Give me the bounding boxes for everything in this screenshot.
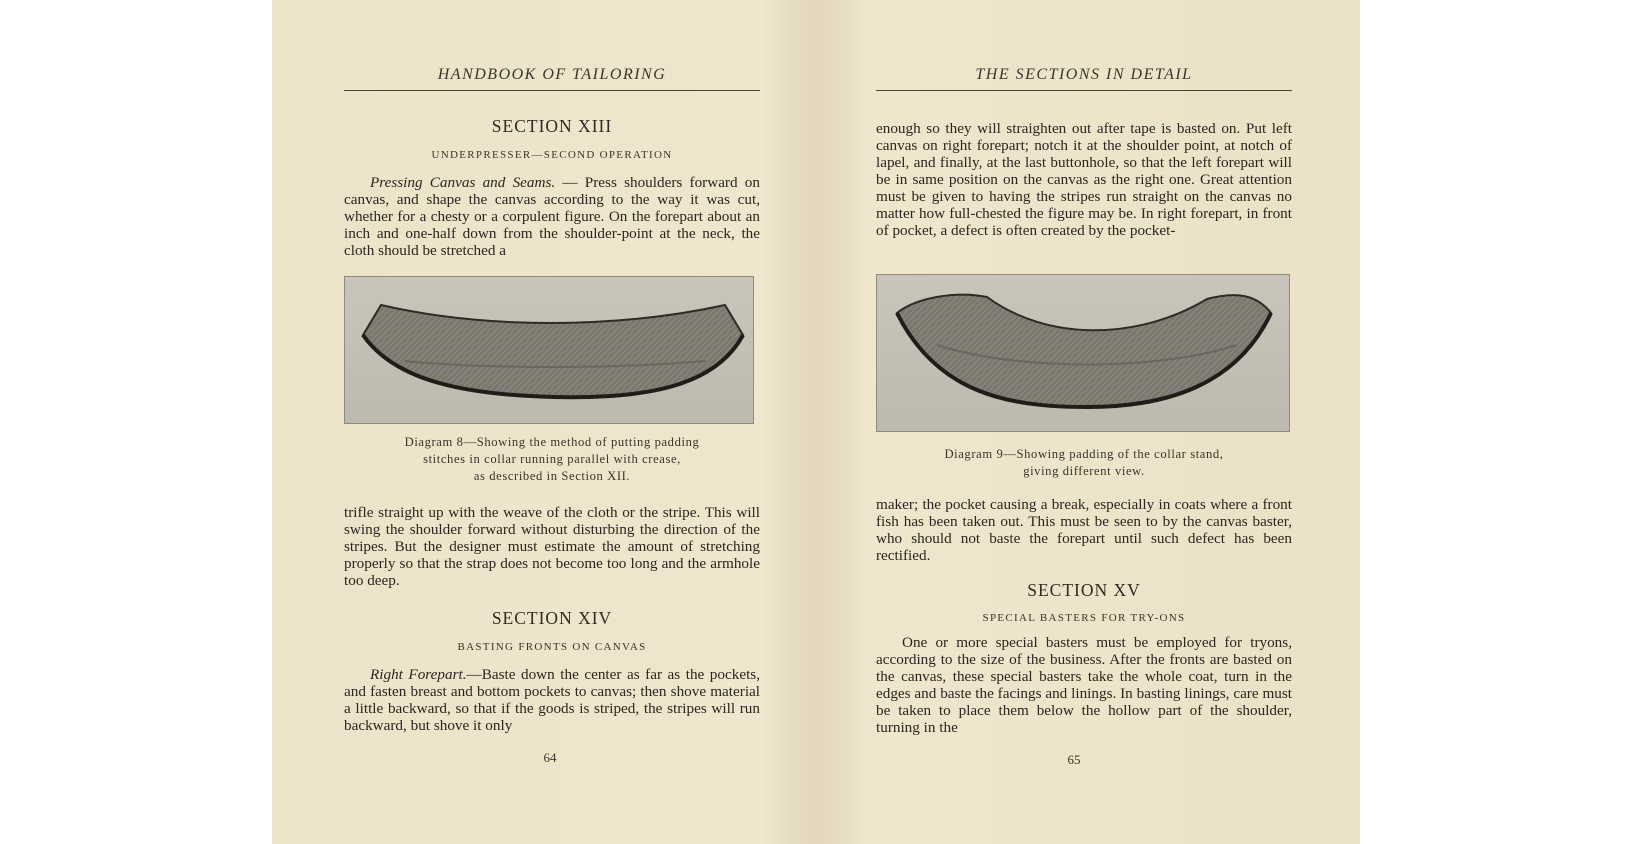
paragraph-pressing-canvas (344, 174, 760, 259)
paragraph-body-pressing: — Press shoulders forward on canvas, and shape the canvas according to the way it was cut, whether for a chesty or a corpulent figure. On the forepart about an inch and one-half down from the shoulder-point at the neck, the cloth should be stretched a (344, 174, 760, 259)
caption-diagram-9 (876, 446, 1292, 480)
paragraph-body-right-forepart: —Baste down the center as far as the pockets, and fasten breast and bottom pockets to canvas; then shove material a little backward, so that if the goods is striped, the stripes will run backward, but shove it only (344, 666, 760, 734)
section-subtitle-xv: SPECIAL BASTERS FOR TRY-ONS (982, 612, 1186, 624)
running-head-right: THE SECTIONS IN DETAIL (876, 66, 1292, 91)
paragraph-right-forepart (344, 666, 760, 734)
paragraph-enough: enough so they will straighten out after tape is basted on. Put left canvas on right forepart; notch it at the shoulder point, at notch of lapel, and finally, at the last buttonhole, so that the left forepart will be in same position on the canvas as the right one. Great attention must be given to having the stripes run straight on the canvas no matter how full-chested the figure may be. In right forepart, in front of pocket, a defect is often created by the pocket- (876, 120, 1292, 239)
paragraph-lead-pressing: Pressing Canvas and Seams. (370, 174, 556, 191)
caption-line: Diagram 9—Showing padding of the collar stand, (944, 447, 1224, 461)
caption-line: giving different view. (1023, 464, 1145, 478)
caption-line: as described in Section XII. (473, 469, 631, 483)
paragraph-trifle: trifle straight up with the weave of the cloth or the stripe. This will swing the shoulder forward without disturbing the direction of the stripes. But the designer must estimate the amount of stretching properly so that the strap does not become too long and the armhole too deep. (344, 504, 760, 589)
left-page (272, 0, 816, 844)
diagram-9-photo (876, 274, 1290, 432)
right-page (816, 0, 1360, 844)
caption-line: stitches in collar running parallel with crease, (423, 452, 681, 466)
paragraph-special-basters: One or more special basters must be employed for tryons, according to the size of the business. After the fronts are basted on the canvas, these special basters take the whole coat, turn in the edges and baste the facings and linings. In basting linings, care must be taken to place them below the hollow part of the shoulder, turning in the (876, 634, 1292, 736)
diagram-8-photo (344, 276, 754, 424)
collar-illustration-9 (877, 275, 1289, 431)
collar-illustration-8 (345, 277, 753, 423)
paragraph-lead-right-forepart: Right Forepart. (370, 666, 467, 683)
page-number-left: 64 (543, 750, 557, 765)
section-subtitle-xiii: UNDERPRESSER—SECOND OPERATION (431, 149, 673, 161)
section-subtitle-xiv: BASTING FRONTS ON CANVAS (457, 641, 647, 653)
book-spread (272, 0, 1360, 844)
caption-line: Diagram 8—Showing the method of putting padding (404, 435, 700, 449)
section-title-xiii: SECTION XIII (491, 116, 613, 136)
page-number-right: 65 (1067, 752, 1081, 767)
running-head-left: HANDBOOK OF TAILORING (344, 66, 760, 91)
caption-diagram-8 (344, 434, 760, 485)
paragraph-maker: maker; the pocket causing a break, especially in coats where a front fish has been taken out. This must be seen to by the canvas baster, who should not baste the forepart until such defect has been rectified. (876, 496, 1292, 564)
section-title-xiv: SECTION XIV (491, 608, 613, 628)
section-title-xv: SECTION XV (1027, 580, 1141, 600)
